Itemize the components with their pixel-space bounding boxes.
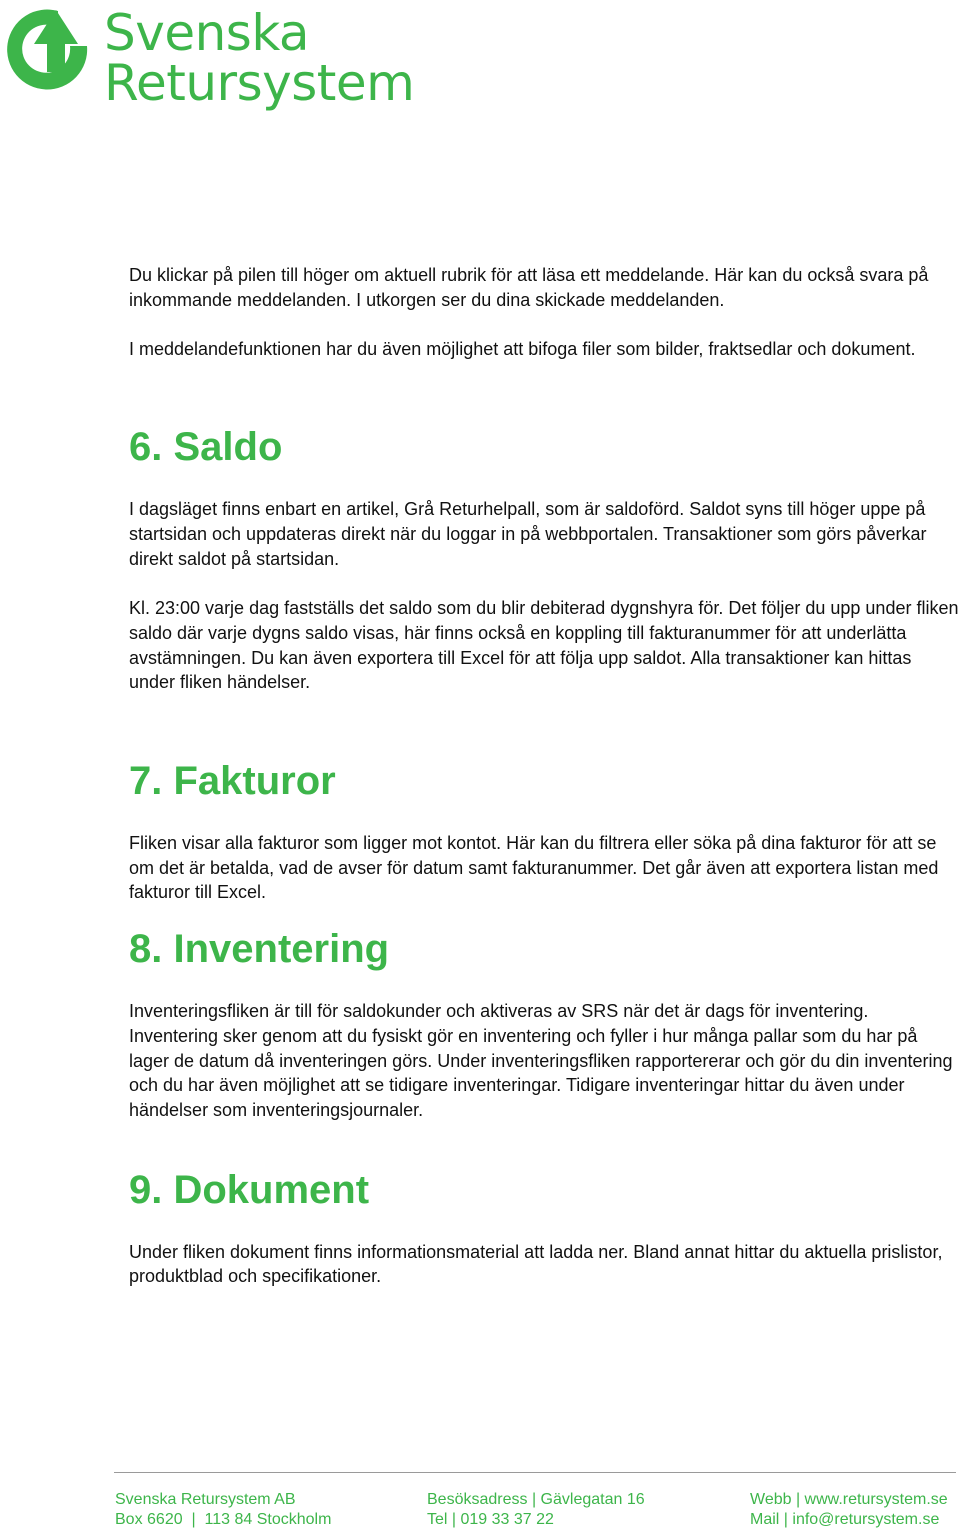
logo-line-1: Svenska	[104, 4, 310, 62]
footer-web[interactable]: Webb | www.retursystem.se	[750, 1491, 948, 1508]
dokument-paragraph: Under fliken dokument finns informationsmaterial att ladda ner. Bland annat hittar du aktuella prislistor, produktblad och specifikationer.	[129, 1241, 943, 1287]
company-logo	[0, 0, 420, 120]
footer-company: Svenska Retursystem AB	[115, 1491, 296, 1508]
intro-paragraph-2: I meddelandefunktionen har du även möjlighet att bifoga filer som bilder, fraktsedlar och dokument.	[129, 339, 916, 360]
footer-postal: Box 6620 | 113 84 Stockholm	[115, 1511, 332, 1528]
section-title-dokument: 9. Dokument	[129, 1167, 370, 1212]
section-title-inventering: 8. Inventering	[129, 927, 390, 972]
footer-online	[750, 1490, 948, 1530]
footer-phone: Tel | 019 33 37 22	[427, 1511, 554, 1528]
saldo-paragraph-2: Kl. 23:00 varje dag fastställs det saldo som du blir debiterad dygnshyra för. Det följer du upp under fliken saldo där varje dygns saldo visas, här finns också en koppling till fakturanummer för att underlätta avstämningen. Du kan även exportera till Excel för att följa upp saldot. Alla transaktioner kan hittas under fliken händelser.	[129, 598, 959, 693]
fakturor-paragraph: Fliken visar alla fakturor som ligger mot kontot. Här kan du filtrera eller söka på dina fakturor för att se om det är betalda, vad de avser för datum samt fakturanummer. Det går även att exportera listan med fakturor till Excel.	[129, 833, 939, 903]
return-arrow-icon	[0, 0, 100, 100]
intro-paragraph-1: Du klickar på pilen till höger om aktuell rubrik för att läsa ett meddelande. Här kan du också svara på inkommande meddelanden. I utkorgen ser du dina skickade meddelanden.	[129, 265, 929, 310]
inventering-paragraph: Inventeringsfliken är till för saldokunder och aktiveras av SRS när det är dags för inventering. Inventering sker genom att du fysiskt gör en inventering och fyller i hur många pallar som du har på lager de datum då inventeringen görs. Under inventeringsfliken rapportererar och gör du din inventering och du har även möjlighet att se tidigare inventeringar. Tidigare inventeringar hittar du även under händelser som inventeringsjournaler.	[129, 1001, 953, 1120]
footer-address	[115, 1490, 331, 1530]
footer-mail[interactable]: Mail | info@retursystem.se	[750, 1511, 940, 1528]
section-title-fakturor: 7. Fakturor	[129, 759, 336, 804]
logo-line-2: Retursystem	[104, 54, 415, 112]
saldo-paragraph-1: I dagsläget finns enbart en artikel, Grå Returhelpall, som är saldoförd. Saldot syns till höger uppe på startsidan och uppdateras direkt när du loggar in på webbportalen. Transaktioner som görs påverkar direkt saldot på startsidan.	[129, 499, 927, 569]
document-body	[129, 263, 960, 1289]
footer-contact	[427, 1490, 645, 1530]
section-title-saldo: 6. Saldo	[129, 425, 283, 470]
footer-divider	[114, 1472, 956, 1473]
footer-visit: Besöksadress | Gävlegatan 16	[427, 1491, 645, 1508]
